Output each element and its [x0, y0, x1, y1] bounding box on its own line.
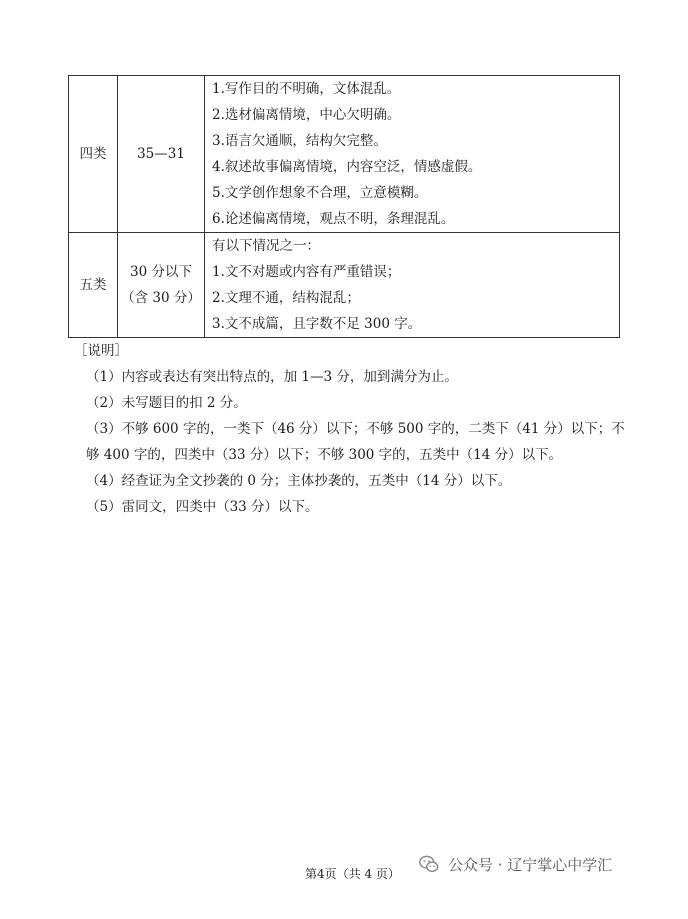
- page-number: 第4页（共 4 页）: [305, 867, 400, 881]
- criteria-cell: [205, 233, 620, 338]
- wechat-icon: [418, 853, 440, 875]
- table-row: [69, 76, 620, 233]
- score-range: 35—31: [137, 146, 185, 162]
- notes-title: ［说明］: [74, 343, 128, 359]
- category-label: 五类: [79, 277, 107, 293]
- note-item-continuation: 够 400 字的，四类中（33 分）以下；不够 300 字的，五类中（14 分）以下。: [86, 447, 563, 463]
- criterion-line: 1.写作目的不明确，文体混乱。: [212, 81, 401, 97]
- category-label: 四类: [79, 146, 107, 162]
- table-row: [69, 233, 620, 338]
- note-item: （5）雷同文，四类中（33 分）以下。: [86, 499, 319, 515]
- note-item: （3）不够 600 字的，一类下（46 分）以下；不够 500 字的，二类下（41 分）以下；不: [86, 421, 625, 437]
- criterion-line: 有以下情况之一：: [212, 238, 320, 254]
- note-item: （4）经查证为全文抄袭的 0 分；主体抄袭的，五类中（14 分）以下。: [86, 473, 512, 489]
- watermark-text: 公众号 · 辽宁掌心中学汇: [448, 855, 613, 874]
- note-item: （2）未写题目的扣 2 分。: [86, 395, 247, 411]
- criterion-line: 5.文学创作想象不合理，立意模糊。: [212, 185, 428, 201]
- score-range-note: （含 30 分）: [121, 290, 201, 306]
- score-cell: [118, 76, 205, 233]
- grading-table: [68, 75, 620, 338]
- note-item: （1）内容或表达有突出特点的，加 1—3 分，加到满分为止。: [86, 369, 458, 385]
- criterion-line: 3.文不成篇，且字数不足 300 字。: [212, 316, 422, 332]
- criteria-cell: [205, 76, 620, 233]
- page-footer: [305, 866, 400, 882]
- criterion-line: 1.文不对题或内容有严重错误；: [212, 264, 401, 280]
- criterion-line: 6.论述偏离情境，观点不明，条理混乱。: [212, 211, 455, 227]
- category-cell: [69, 76, 118, 233]
- criterion-line: 4.叙述故事偏离情境，内容空泛，情感虚假。: [212, 159, 482, 175]
- notes-section: [74, 338, 634, 520]
- watermark: [418, 853, 612, 875]
- score-range: 30 分以下: [130, 264, 192, 280]
- criterion-line: 2.选材偏离情境，中心欠明确。: [212, 107, 401, 123]
- category-cell: [69, 233, 118, 338]
- criterion-line: 3.语言欠通顺，结构欠完整。: [212, 133, 387, 149]
- criterion-line: 2.文理不通，结构混乱；: [212, 290, 360, 306]
- score-cell: [118, 233, 205, 338]
